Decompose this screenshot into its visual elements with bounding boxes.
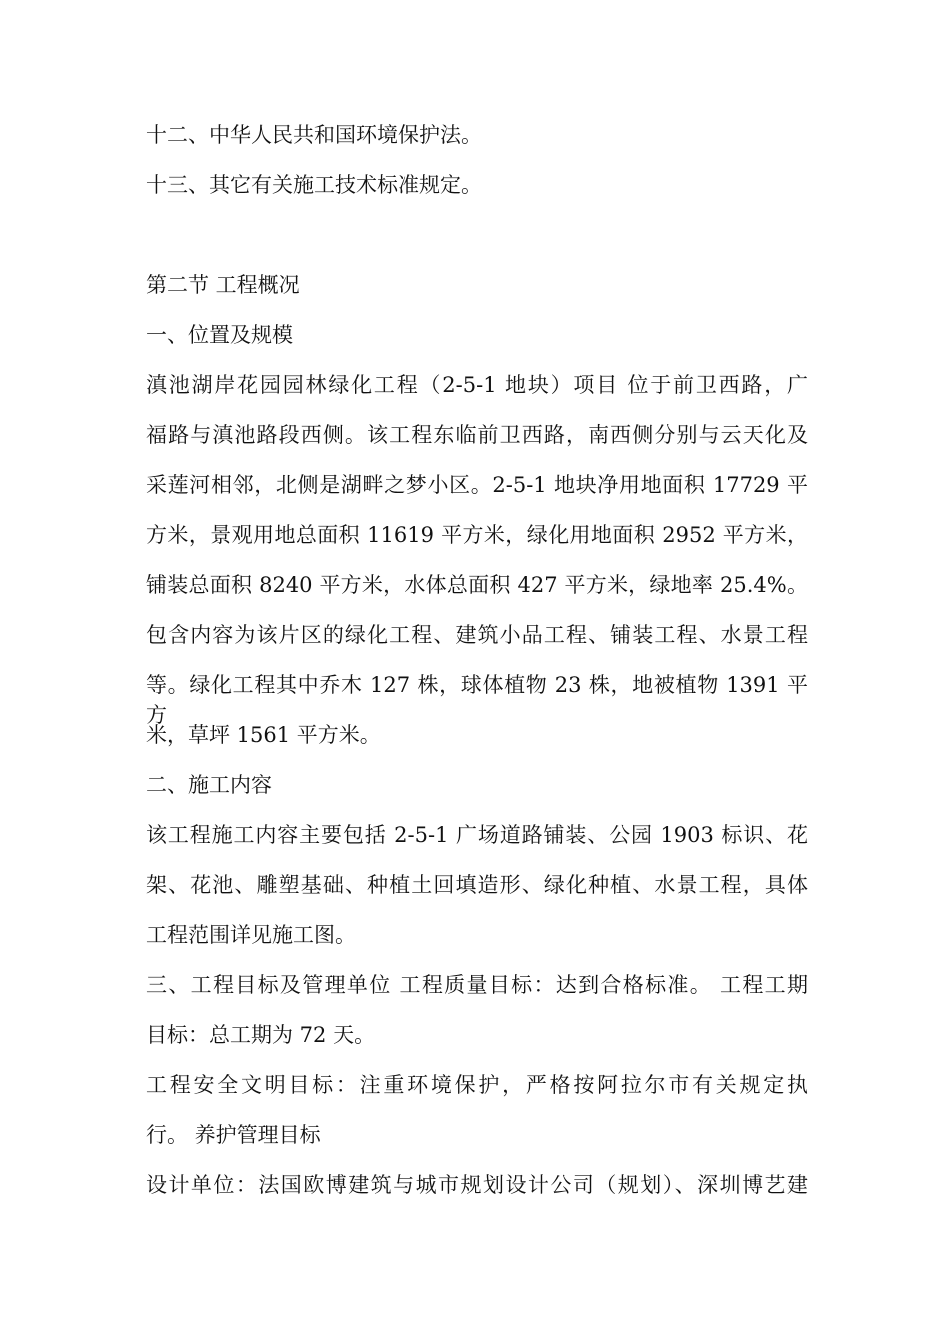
paragraph-line: 该工程施工内容主要包括 2-5-1 广场道路铺装、公园 1903 标识、花	[146, 823, 808, 847]
section-heading: 第二节 工程概况	[146, 273, 300, 297]
paragraph-line: 工程安全文明目标：注重环境保护，严格按阿拉尔市有关规定执	[146, 1073, 808, 1097]
paragraph-line: 架、花池、雕塑基础、种植土回填造形、绿化种植、水景工程，具体	[146, 873, 808, 897]
paragraph-line: 滇池湖岸花园园林绿化工程（2-5-1 地块）项目 位于前卫西路，广	[146, 373, 808, 397]
paragraph-line: 铺装总面积 8240 平方米，水体总面积 427 平方米，绿地率 25.4%。	[146, 573, 808, 597]
paragraph-line: 米，草坪 1561 平方米。	[146, 723, 381, 747]
paragraph-line: 等。绿化工程其中乔木 127 株，球体植物 23 株，地被植物 1391 平方	[146, 673, 808, 727]
paragraph-line: 工程范围详见施工图。	[146, 923, 356, 947]
subsection-heading-location: 一、位置及规模	[146, 323, 293, 347]
paragraph-line: 三、工程目标及管理单位 工程质量目标：达到合格标准。 工程工期	[146, 973, 808, 997]
paragraph-line: 福路与滇池路段西侧。该工程东临前卫西路，南西侧分别与云天化及	[146, 423, 808, 447]
paragraph-line: 设计单位：法国欧博建筑与城市规划设计公司（规划）、深圳博艺建	[146, 1173, 808, 1197]
clause-thirteen: 十三、其它有关施工技术标准规定。	[146, 173, 482, 197]
paragraph-line: 目标：总工期为 72 天。	[146, 1023, 376, 1047]
paragraph-line: 行。 养护管理目标	[146, 1123, 321, 1147]
paragraph-line: 包含内容为该片区的绿化工程、建筑小品工程、铺装工程、水景工程	[146, 623, 808, 647]
paragraph-line: 采莲河相邻，北侧是湖畔之梦小区。2-5-1 地块净用地面积 17729 平	[146, 473, 808, 497]
paragraph-line: 方米，景观用地总面积 11619 平方米，绿化用地面积 2952 平方米，	[146, 523, 808, 547]
subsection-heading-content: 二、施工内容	[146, 773, 272, 797]
clause-twelve: 十二、中华人民共和国环境保护法。	[146, 123, 482, 147]
